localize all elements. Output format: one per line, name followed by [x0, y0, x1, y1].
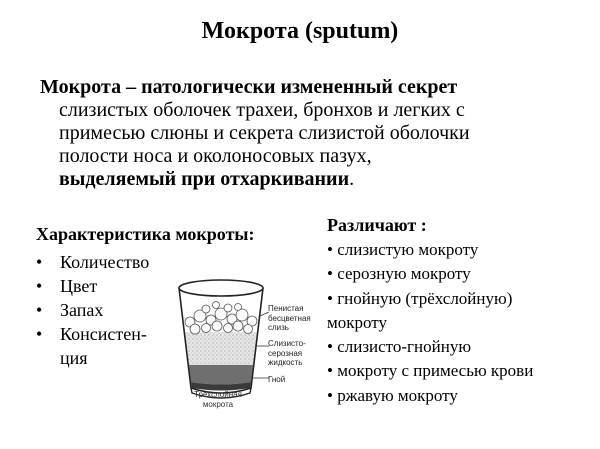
definition-line-4: полости носа и околоносовых пазух, [59, 145, 372, 167]
slide-title: Мокрота (sputum) [201, 18, 399, 44]
distinguish-item: мокроту [327, 312, 387, 332]
definition-paragraph [40, 76, 580, 191]
definition-dash: – [121, 76, 142, 98]
characteristic-label-continuation: ция [60, 348, 88, 368]
illustration-caption: Трехслойная мокрота [194, 390, 242, 409]
characteristic-label: Количество [60, 252, 150, 272]
pus-layer [189, 365, 253, 385]
distinguish-list [327, 238, 595, 408]
distinguish-item: • слизистую мокроту [327, 240, 479, 259]
distinguish-block [327, 213, 595, 408]
serous-layer-label: Слизисто- серозная жидкость [268, 339, 306, 367]
definition-line-5 [40, 168, 580, 191]
glass-rim [179, 280, 263, 296]
definition-line-3: примесью слюны и секрета слизистой оболочки [59, 122, 470, 144]
characteristic-label: Консистен- [60, 324, 147, 344]
distinguish-heading: Различают : [327, 215, 427, 235]
definition-line-5-end: . [349, 168, 355, 190]
distinguish-item: • гнойную (трёхслойную) [327, 288, 513, 308]
distinguish-item: • слизисто-гнойную [327, 337, 472, 357]
characteristic-label: Запах [60, 300, 104, 320]
pus-layer-label: Гной [268, 375, 286, 384]
distinguish-item: • серозную мокроту [327, 264, 471, 284]
characteristics-heading: Характеристика мокроты: [36, 224, 255, 244]
foam-layer [185, 302, 257, 335]
serous-layer [185, 332, 257, 365]
definition-line-1-text: патологически измененный секрет [141, 76, 458, 98]
definition-line-2: слизистых оболочек трахеи, бронхов и легких с [59, 99, 465, 121]
definition-term: Мокрота [40, 76, 122, 98]
foam-layer-label: Пенистая бесцветная слизь [268, 304, 311, 332]
distinguish-item: • ржавую мокроту [327, 385, 458, 405]
definition-line-1 [40, 76, 580, 99]
distinguish-item: • мокроту с примесью крови [327, 361, 534, 381]
characteristic-label: Цвет [60, 276, 98, 296]
definition-line-5-bold: выделяемый при отхаркивании [59, 168, 350, 190]
